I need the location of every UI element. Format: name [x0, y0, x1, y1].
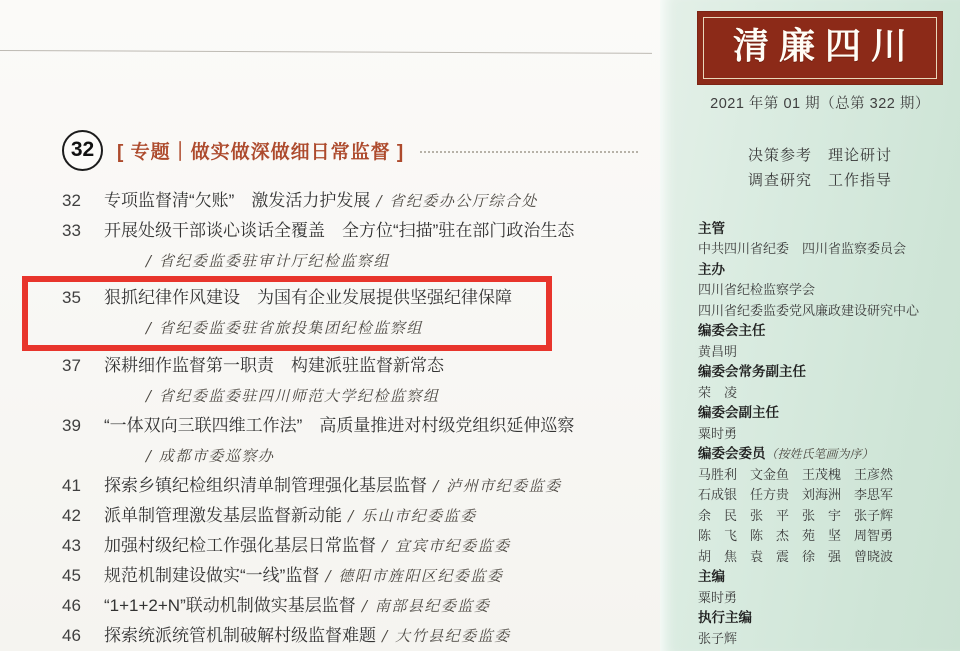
toc-entry-body [104, 186, 660, 216]
colophon-label: 编委会委员（按姓氏笔画为序） [698, 446, 874, 462]
tagline-list [698, 143, 942, 193]
toc-entry-page-number: 37 [62, 356, 81, 375]
toc-entry-body [104, 471, 660, 501]
colophon-line: 粟时勇 [698, 425, 738, 441]
colophon-label: 主编 [698, 569, 725, 585]
colophon-line: 荣 凌 [698, 384, 738, 400]
colophon-line: 四川省纪检监察学会 [698, 282, 816, 298]
toc-entry-credit: / 泸州市纪委监委 [427, 477, 562, 495]
toc-list [62, 186, 660, 651]
toc-entry [62, 471, 660, 501]
toc-entry [62, 186, 660, 216]
toc-entry-body [104, 351, 660, 411]
issue-line: 2021 年第 01 期（总第 322 期） [710, 95, 930, 112]
toc-entry-body [104, 283, 538, 343]
toc-entry-page-number: 32 [62, 191, 81, 210]
toc-entry-page-number: 46 [62, 626, 81, 645]
colophon-line: 马胜利 文金鱼 王茂槐 王彦然 [698, 466, 894, 482]
toc-entry-body [104, 561, 660, 591]
colophon-section [698, 260, 942, 322]
toc-entry-credit: / 宜宾市纪委监委 [376, 537, 511, 555]
toc-entry-page-number: 35 [62, 288, 81, 307]
colophon-label: 编委会副主任 [698, 405, 779, 421]
toc-entry-credit: / 省纪委监委驻省旅投集团纪检监察组 [146, 319, 423, 337]
colophon-line: 石成银 任方贵 刘海洲 李思军 [698, 487, 894, 503]
toc-entry [62, 531, 660, 561]
colophon-label: 编委会主任 [698, 323, 766, 339]
colophon-section [698, 403, 942, 444]
toc-entry-title: 探索乡镇纪检组织清单制管理强化基层监督 [104, 476, 427, 495]
toc-entry [62, 351, 660, 411]
toc-entry-page-number: 46 [62, 596, 81, 615]
toc-entry-title: 开展处级干部谈心谈话全覆盖 全方位“扫描”驻在部门政治生态 [104, 221, 575, 240]
colophon-label: 主办 [698, 261, 725, 277]
colophon-section [698, 321, 942, 362]
toc-entry [62, 591, 660, 621]
colophon-section [698, 362, 942, 403]
colophon-line: 余 民 张 平 张 宇 张子辉 [698, 507, 894, 523]
colophon-label: 编委会常务副主任 [698, 364, 806, 380]
toc-entry-page-number: 33 [62, 221, 81, 240]
page-number-badge: 32 [62, 130, 103, 171]
toc-entry-credit: / 南部县纪委监委 [355, 597, 491, 615]
colophon-label: 主管 [698, 220, 725, 236]
toc-entry-credit: / 大竹县纪委监委 [376, 627, 511, 645]
magazine-title-plate [698, 12, 942, 84]
colophon-section [698, 444, 942, 567]
toc-entry-title: 狠抓纪律作风建设 为国有企业发展提供坚强纪律保障 [104, 288, 512, 307]
toc-entry-body [104, 621, 660, 651]
tagline: 调查研究 工作指导 [747, 171, 892, 189]
toc-entry-credit: / 成都市委巡察办 [146, 447, 275, 465]
page-edge-line [0, 50, 652, 54]
tagline: 决策参考 理论研讨 [747, 146, 892, 164]
toc-entry-page-number: 45 [62, 566, 81, 585]
toc-section-header [62, 128, 648, 172]
colophon-line: 胡 焦 袁 震 徐 强 曾晓波 [698, 548, 894, 564]
toc-entry-title: 专项监督清“欠账” 激发活力护发展 [104, 191, 371, 210]
colophon-label: 执行主编 [698, 610, 752, 626]
colophon-label-note: （按姓氏笔画为序） [765, 447, 874, 462]
toc-entry-credit: / 德阳市旌阳区纪委监委 [319, 567, 504, 585]
toc-entry [62, 561, 660, 591]
toc-entry-page-number: 42 [62, 506, 81, 525]
toc-entry-credit: / 省纪委监委驻审计厅纪检监察组 [146, 252, 390, 270]
toc-entry-body [104, 531, 660, 561]
colophon-line: 张子辉 [698, 630, 738, 646]
toc-entry [62, 216, 660, 276]
toc-entry-title: 探索统派统管机制破解村级监督难题 [104, 626, 376, 645]
toc-entry [22, 276, 552, 351]
toc-entry-page-number: 39 [62, 416, 81, 435]
toc-entry-title: 加强村级纪检工作强化基层日常监督 [104, 536, 376, 555]
toc-entry-body [104, 216, 660, 276]
colophon-section [698, 219, 942, 260]
magazine-title: 清廉四川 [732, 25, 917, 67]
colophon-line: 黄昌明 [698, 343, 738, 359]
toc-entry-credit: / 省纪委办公厅综合处 [370, 192, 538, 210]
toc-entry-title: “一体双向三联四维工作法” 高质量推进对村级党组织延伸巡察 [104, 416, 575, 435]
toc-entry-credit: / 省纪委监委驻四川师范大学纪检监察组 [146, 387, 440, 405]
colophon-sections [698, 219, 942, 650]
masthead-sidebar [660, 0, 960, 651]
toc-entry [62, 411, 660, 471]
toc-entry-body [104, 501, 660, 531]
section-title: [ 专题｜做实做深做细日常监督 ] [117, 141, 405, 163]
toc-entry [62, 621, 660, 651]
toc-entry-title: “1+1+2+N”联动机制做实基层监督 [104, 596, 356, 615]
magazine-title-frame [703, 17, 937, 79]
toc-entry-credit: / 乐山市纪委监委 [342, 507, 477, 525]
toc-entry-title: 派单制管理激发基层监督新动能 [104, 506, 342, 525]
toc-entry-title: 规范机制建设做实“一线”监督 [104, 566, 320, 585]
colophon-section [698, 608, 942, 649]
toc-entry-body [104, 591, 660, 621]
colophon-line: 中共四川省纪委 四川省监察委员会 [698, 241, 907, 257]
dotted-leader [420, 151, 638, 153]
toc-entry [62, 501, 660, 531]
colophon-line: 陈 飞 陈 杰 苑 坚 周智勇 [698, 528, 894, 544]
toc-entry-body [104, 411, 660, 471]
colophon-line: 四川省纪委监委党风廉政建设研究中心 [698, 302, 920, 318]
toc-entry-page-number: 41 [62, 476, 81, 495]
colophon-section [698, 567, 942, 608]
toc-entry-title: 深耕细作监督第一职责 构建派驻监督新常态 [104, 356, 444, 375]
colophon-line: 粟时勇 [698, 589, 738, 605]
toc-entry-page-number: 43 [62, 536, 81, 555]
